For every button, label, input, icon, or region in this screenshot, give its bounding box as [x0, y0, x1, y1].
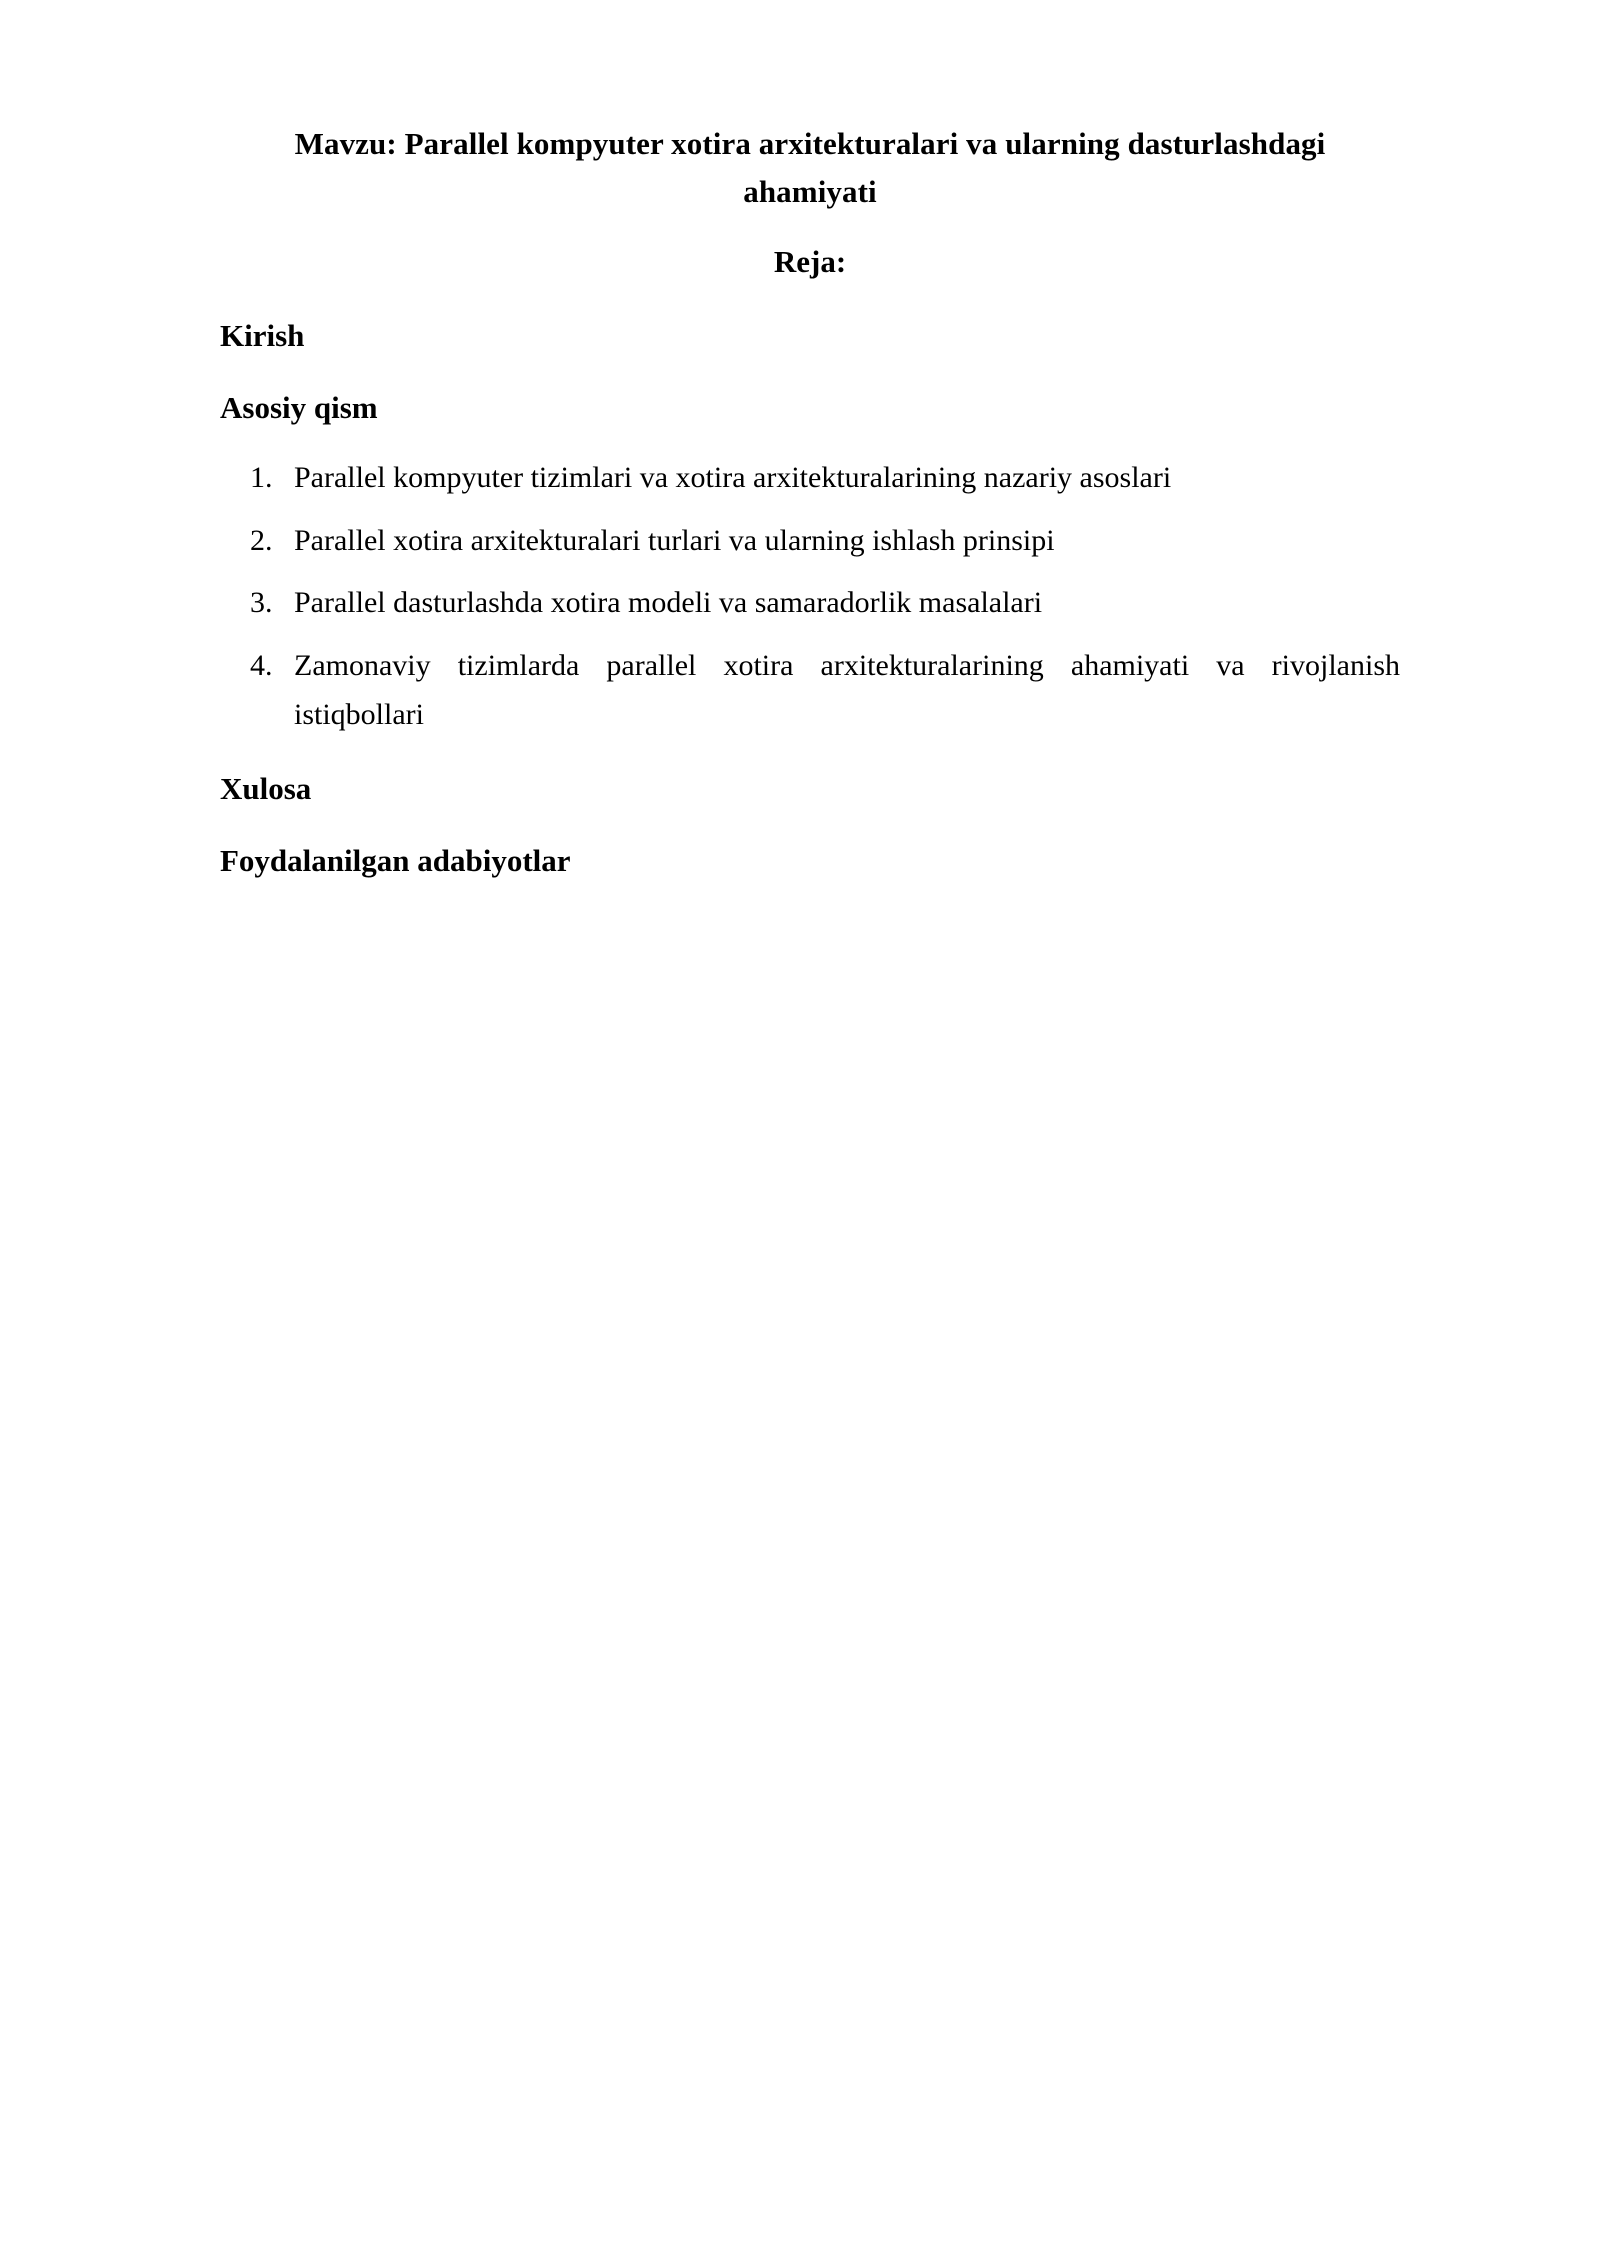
- list-item: 1. Parallel kompyuter tizimlari va xotira arxitekturalarining nazariy asoslari: [280, 454, 1400, 503]
- page-title: Mavzu: Parallel kompyuter xotira arxitekturalari va ularning dasturlashdagi ahamiyati: [294, 126, 1326, 210]
- section-heading-xulosa: Xulosa: [220, 771, 312, 807]
- list-item: 3. Parallel dasturlashda xotira modeli va samaradorlik masalalari: [280, 579, 1400, 628]
- page-bottom-spacer: [220, 885, 1400, 925]
- list-item: 4. Zamonaviy tizimlarda parallel xotira arxitekturalarining ahamiyati va rivojlanish istiqbollari: [280, 642, 1400, 739]
- section-heading-asosiy-qism: Asosiy qism: [220, 390, 378, 426]
- plan-heading: Reja:: [773, 244, 847, 280]
- plan-list: [220, 454, 1400, 739]
- section-heading-adabiyotlar: Foydalanilgan adabiyotlar: [220, 843, 571, 879]
- section-heading-kirish: Kirish: [220, 318, 305, 354]
- list-item: 2. Parallel xotira arxitekturalari turlari va ularning ishlash prinsipi: [280, 517, 1400, 566]
